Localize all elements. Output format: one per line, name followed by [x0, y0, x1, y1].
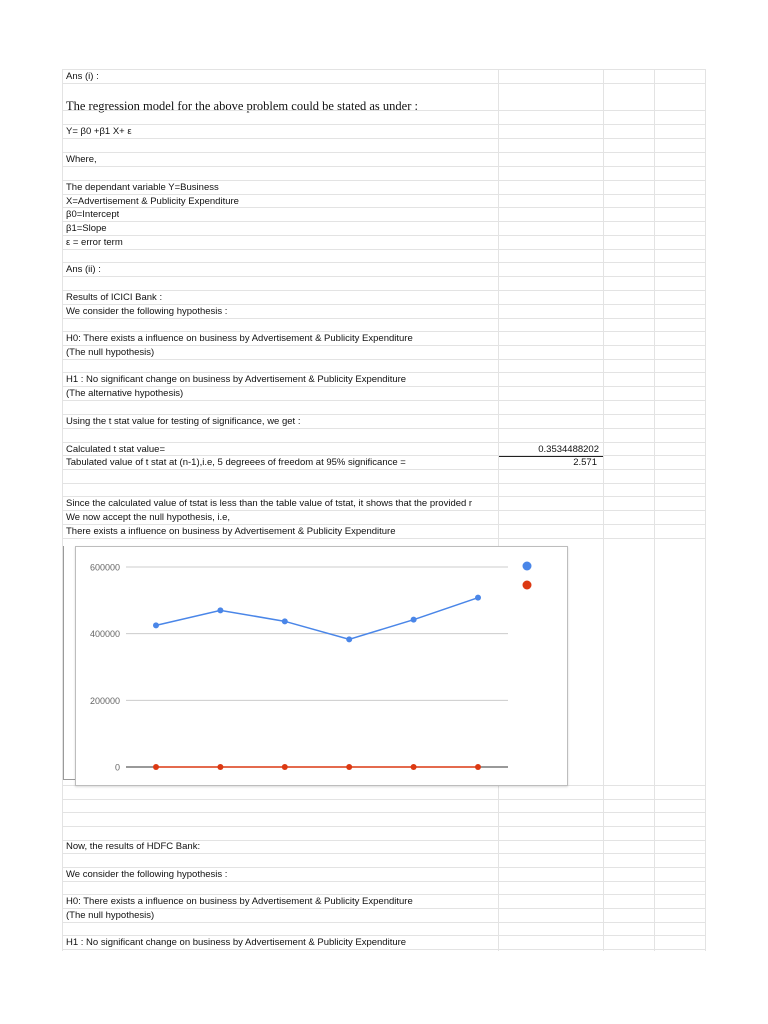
row-line — [62, 442, 706, 443]
series-2-point — [282, 764, 288, 770]
row-line — [62, 935, 706, 936]
cell-h0-1[interactable]: H0: There exists a influence on business by Advertisement & Publicity Expenditure — [66, 333, 413, 344]
row-line — [62, 428, 706, 429]
cell-null-hypothesis-2[interactable]: (The null hypothesis) — [66, 910, 155, 921]
cell-alternative-hypothesis-1[interactable]: (The alternative hypothesis) — [66, 388, 184, 399]
legend-marker-1 — [523, 562, 532, 571]
cell-calculated-label[interactable]: Calculated t stat value= — [66, 444, 166, 455]
row-line — [62, 152, 706, 153]
cell-hdfc-results[interactable]: Now, the results of HDFC Bank: — [66, 841, 201, 852]
series-1-line — [156, 598, 478, 640]
cell-dependent-variable[interactable]: The dependant variable Y=Business — [66, 182, 219, 193]
cell-x-definition[interactable]: X=Advertisement & Publicity Expenditure — [66, 196, 239, 207]
series-1-point — [217, 607, 223, 613]
cell-calculated-t-value[interactable]: 0.3534488202 — [538, 444, 599, 455]
row-line — [62, 496, 706, 497]
cell-ans-2[interactable]: Ans (ii) : — [66, 264, 101, 275]
series-1-point — [346, 636, 352, 642]
row-line — [62, 69, 706, 70]
series-1-point — [282, 618, 288, 624]
row-line — [62, 138, 706, 139]
series-2-point — [153, 764, 159, 770]
row-line — [62, 221, 706, 222]
row-line — [62, 276, 706, 277]
cell-b0-definition[interactable]: β0=Intercept — [66, 209, 120, 220]
y-tick-label: 400000 — [89, 629, 120, 640]
row-line — [62, 922, 706, 923]
row-line — [62, 414, 706, 415]
series-2-point — [217, 764, 223, 770]
cell-exists-influence[interactable]: There exists a influence on business by Advertisement & Publicity Expenditure — [66, 526, 396, 537]
row-line — [62, 249, 706, 250]
row-line — [62, 345, 706, 346]
row-line — [62, 124, 706, 125]
cell-consider-hypothesis-2[interactable]: We consider the following hypothesis : — [66, 869, 228, 880]
row-line — [62, 524, 706, 525]
cell-model-heading[interactable]: The regression model for the above problem could be stated as under : — [66, 99, 418, 113]
row-line — [62, 372, 706, 373]
embedded-line-chart[interactable] — [75, 546, 568, 786]
row-line — [62, 455, 706, 456]
row-line — [62, 894, 706, 895]
row-line — [62, 180, 706, 181]
row-line — [62, 235, 706, 236]
row-line — [62, 826, 706, 827]
cell-icici-results[interactable]: Results of ICICI Bank : — [66, 292, 163, 303]
row-line — [62, 304, 706, 305]
row-line — [62, 799, 706, 800]
cell-where[interactable]: Where, — [66, 154, 97, 165]
cell-h1-2[interactable]: H1 : No significant change on business by Advertisement & Publicity Expenditure — [66, 937, 407, 948]
row-line — [62, 908, 706, 909]
spreadsheet-grid — [62, 69, 706, 951]
y-tick-label: 200000 — [89, 695, 120, 706]
series-2-point — [346, 764, 352, 770]
y-tick-label: 600000 — [89, 562, 120, 573]
cell-tabulated-label[interactable]: Tabulated value of t stat at (n-1),i.e, 5 degreees of freedom at 95% significance = — [66, 457, 406, 468]
row-line — [62, 510, 706, 511]
row-line — [62, 331, 706, 332]
row-line — [62, 386, 706, 387]
row-line — [62, 290, 706, 291]
cell-consider-hypothesis-1[interactable]: We consider the following hypothesis : — [66, 306, 228, 317]
row-line — [62, 359, 706, 360]
row-line — [62, 400, 706, 401]
row-line — [62, 194, 706, 195]
y-tick-label: 0 — [114, 762, 120, 773]
row-line — [62, 262, 706, 263]
series-1-point — [411, 617, 417, 623]
cell-h1-1[interactable]: H1 : No significant change on business by Advertisement & Publicity Expenditure — [66, 374, 407, 385]
cell-tstat-intro[interactable]: Using the t stat value for testing of significance, we get : — [66, 416, 301, 427]
row-line — [62, 483, 706, 484]
row-line — [62, 867, 706, 868]
cell-h0-2[interactable]: H0: There exists a influence on business by Advertisement & Publicity Expenditure — [66, 896, 413, 907]
row-line — [62, 110, 706, 111]
series-2-point — [411, 764, 417, 770]
cell-accept-null[interactable]: We now accept the null hypothesis, i.e, — [66, 512, 231, 523]
row-line — [62, 469, 706, 470]
cell-b1-definition[interactable]: β1=Slope — [66, 223, 107, 234]
series-1-point — [153, 622, 159, 628]
row-line — [62, 318, 706, 319]
cell-null-hypothesis-1[interactable]: (The null hypothesis) — [66, 347, 155, 358]
chart-svg — [76, 547, 567, 785]
row-line — [62, 881, 706, 882]
cell-since-text[interactable]: Since the calculated value of tstat is less than the table value of tstat, it shows that the provided r — [66, 498, 473, 509]
row-line — [62, 83, 706, 84]
cell-ans-1[interactable]: Ans (i) : — [66, 71, 99, 82]
cell-tabulated-t-value[interactable]: 2.571 — [573, 457, 597, 468]
legend-marker-2 — [523, 581, 532, 590]
row-line — [62, 812, 706, 813]
row-line — [62, 166, 706, 167]
cell-equation[interactable]: Y= β0 +β1 X+ ε — [66, 126, 132, 137]
row-line — [62, 538, 706, 539]
row-line — [62, 207, 706, 208]
row-line — [62, 949, 706, 950]
cell-error-definition[interactable]: ε = error term — [66, 237, 123, 248]
row-line — [62, 840, 706, 841]
series-1-point — [475, 595, 481, 601]
row-line — [62, 853, 706, 854]
series-2-point — [475, 764, 481, 770]
